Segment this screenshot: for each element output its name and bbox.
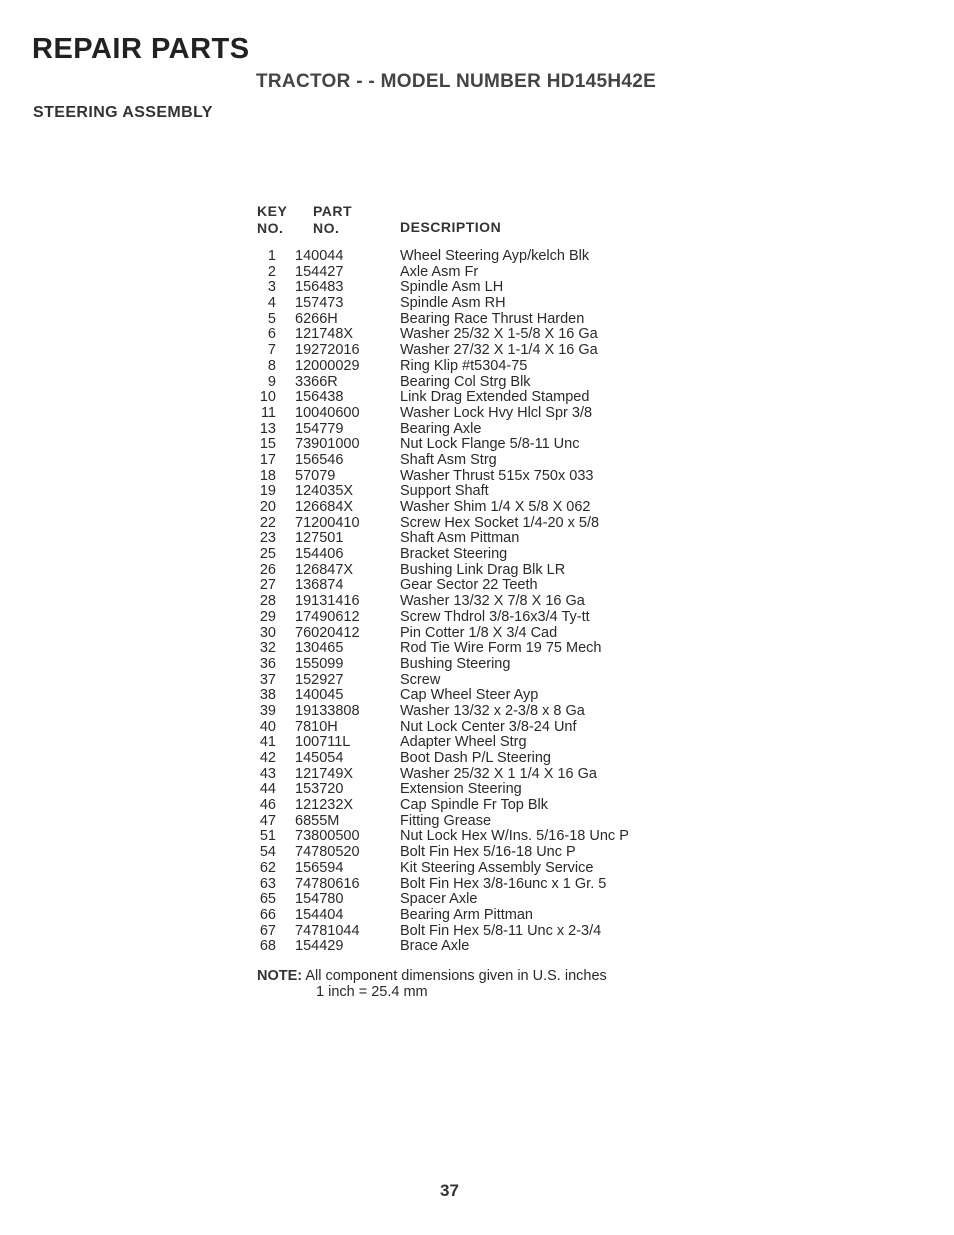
description-cell: Nut Lock Flange 5/8-11 Unc: [400, 436, 580, 453]
table-row: [256, 626, 716, 642]
description-cell: Bolt Fin Hex 5/8-11 Unc x 2-3/4: [400, 922, 602, 939]
description-cell: Washer 13/32 X 7/8 X 16 Ga: [400, 593, 585, 610]
table-row: [256, 500, 716, 516]
key-no-cell: 8: [267, 357, 276, 374]
description-cell: Shaft Asm Pittman: [400, 530, 520, 547]
description-cell: Spindle Asm LH: [400, 279, 504, 296]
table-row: [256, 516, 716, 532]
part-no-cell: 136874: [295, 577, 344, 594]
table-row: [256, 390, 716, 406]
key-no-cell: 6: [267, 326, 276, 343]
key-header-line2: NO.: [257, 220, 284, 236]
table-row: [256, 688, 716, 704]
description-column-header: DESCRIPTION: [400, 219, 502, 235]
table-row: [256, 578, 716, 594]
description-cell: Axle Asm Fr: [400, 263, 479, 280]
key-no-cell: 15: [259, 436, 276, 453]
key-no-cell: 10: [259, 389, 276, 406]
table-row: [256, 406, 716, 422]
key-no-cell: 30: [259, 624, 276, 641]
description-cell: Cap Wheel Steer Ayp: [400, 687, 539, 704]
part-no-cell: 153720: [295, 781, 344, 798]
key-no-cell: 26: [259, 561, 276, 578]
description-cell: Washer Thrust 515x 750x 033: [400, 467, 594, 484]
table-row: [256, 484, 716, 500]
description-cell: Nut Lock Hex W/Ins. 5/16-18 Unc P: [400, 828, 629, 845]
part-no-cell: 156438: [295, 389, 344, 406]
description-cell: Gear Sector 22 Teeth: [400, 577, 538, 594]
key-no-cell: 63: [259, 875, 276, 892]
part-no-cell: 127501: [295, 530, 344, 547]
part-no-cell: 6266H: [295, 310, 338, 327]
key-no-cell: 41: [259, 734, 276, 751]
table-row: [256, 782, 716, 798]
part-no-cell: 74780520: [295, 844, 360, 861]
key-no-cell: 5: [267, 310, 276, 327]
part-no-cell: 154779: [295, 420, 344, 437]
description-cell: Extension Steering: [400, 781, 522, 798]
key-no-column-header: [257, 203, 287, 237]
description-cell: Bushing Link Drag Blk LR: [400, 561, 566, 578]
key-no-cell: 67: [259, 922, 276, 939]
description-cell: Adapter Wheel Strg: [400, 734, 527, 751]
table-row: [256, 735, 716, 751]
part-no-cell: 154780: [295, 891, 344, 908]
key-no-cell: 20: [259, 499, 276, 515]
description-cell: Bolt Fin Hex 3/8-16unc x 1 Gr. 5: [400, 875, 607, 892]
table-row: [256, 547, 716, 563]
table-row: [256, 469, 716, 485]
description-cell: Bearing Arm Pittman: [400, 906, 533, 923]
part-no-cell: 6855M: [295, 812, 340, 829]
table-row: [256, 563, 716, 579]
key-no-cell: 19: [259, 483, 276, 500]
part-no-cell: 124035X: [295, 483, 354, 500]
table-row: [256, 249, 716, 265]
table-row: [256, 422, 716, 438]
description-cell: Bushing Steering: [400, 655, 511, 672]
key-no-cell: 11: [260, 404, 276, 421]
part-no-cell: 154404: [295, 906, 344, 923]
description-cell: Screw Hex Socket 1/4-20 x 5/8: [400, 514, 600, 531]
table-row: [256, 610, 716, 626]
description-cell: Washer Shim 1/4 X 5/8 X 062: [400, 499, 591, 515]
key-no-cell: 44: [259, 781, 276, 798]
part-no-cell: 154427: [295, 263, 344, 280]
description-cell: Kit Steering Assembly Service: [400, 859, 594, 876]
description-cell: Cap Spindle Fr Top Blk: [400, 797, 549, 814]
table-row: [256, 280, 716, 296]
table-row: [256, 892, 716, 908]
table-row: [256, 312, 716, 328]
table-row: [256, 265, 716, 281]
key-no-cell: 23: [259, 530, 276, 547]
key-no-cell: 28: [259, 593, 276, 610]
part-no-cell: 156594: [295, 859, 344, 876]
note-label: NOTE:: [257, 968, 303, 984]
key-no-cell: 13: [259, 420, 276, 437]
key-no-cell: 37: [259, 671, 276, 688]
part-no-cell: 57079: [295, 467, 336, 484]
key-no-cell: 47: [259, 812, 276, 829]
part-no-cell: 152927: [295, 671, 344, 688]
key-no-cell: 38: [259, 687, 276, 704]
table-row: [256, 877, 716, 893]
key-no-cell: 39: [259, 702, 276, 719]
part-no-cell: 19272016: [295, 342, 360, 359]
part-no-cell: 140044: [295, 248, 344, 264]
description-cell: Washer 25/32 X 1 1/4 X 16 Ga: [400, 765, 597, 782]
table-row: [256, 657, 716, 673]
part-header-line1: PART: [313, 203, 353, 219]
key-no-cell: 36: [259, 655, 276, 672]
table-row: [256, 531, 716, 547]
key-no-cell: 2: [267, 263, 276, 280]
part-no-cell: 157473: [295, 295, 344, 312]
key-no-cell: 42: [259, 750, 276, 766]
part-no-cell: 3366R: [295, 373, 338, 390]
key-no-cell: 29: [259, 608, 276, 625]
key-no-cell: 40: [259, 718, 276, 735]
description-cell: Nut Lock Center 3/8-24 Unf: [400, 718, 577, 735]
part-no-cell: 156483: [295, 279, 344, 296]
part-no-cell: 100711L: [295, 734, 351, 751]
part-no-cell: 155099: [295, 655, 344, 672]
part-no-cell: 121748X: [295, 326, 354, 343]
dimensions-note: [257, 968, 607, 1000]
description-cell: Screw Thdrol 3/8-16x3/4 Ty-tt: [400, 608, 590, 625]
table-row: [256, 845, 716, 861]
description-cell: Bolt Fin Hex 5/16-18 Unc P: [400, 844, 576, 861]
key-no-cell: 54: [259, 844, 276, 861]
table-row: [256, 908, 716, 924]
table-row: [256, 453, 716, 469]
table-row: [256, 296, 716, 312]
part-no-cell: 19133808: [295, 702, 360, 719]
key-no-cell: 46: [259, 797, 276, 814]
section-heading: STEERING ASSEMBLY: [33, 104, 213, 121]
table-row: [256, 939, 716, 955]
part-no-cell: 140045: [295, 687, 344, 704]
description-cell: Bracket Steering: [400, 546, 508, 563]
key-header-line1: KEY: [257, 203, 288, 219]
part-no-cell: 73901000: [295, 436, 360, 453]
parts-list: [256, 249, 716, 955]
table-row: [256, 704, 716, 720]
description-cell: Boot Dash P/L Steering: [400, 750, 551, 766]
table-row: [256, 924, 716, 940]
key-no-cell: 7: [267, 342, 276, 359]
description-cell: Washer Lock Hvy Hlcl Spr 3/8: [400, 404, 593, 421]
table-row: [256, 327, 716, 343]
description-cell: Bearing Axle: [400, 420, 482, 437]
key-no-cell: 17: [259, 451, 276, 468]
key-no-cell: 43: [259, 765, 276, 782]
part-no-cell: 130465: [295, 640, 344, 657]
part-no-cell: 74780616: [295, 875, 360, 892]
description-cell: Brace Axle: [400, 938, 470, 955]
table-row: [256, 594, 716, 610]
description-cell: Ring Klip #t5304-75: [400, 357, 528, 374]
description-cell: Spacer Axle: [400, 891, 478, 908]
description-cell: Bearing Race Thrust Harden: [400, 310, 585, 327]
key-no-cell: 1: [267, 248, 276, 264]
part-no-column-header: [313, 203, 352, 237]
note-text: All component dimensions given in U.S. inches: [305, 968, 607, 984]
table-row: [256, 437, 716, 453]
key-no-cell: 25: [259, 546, 276, 563]
part-no-cell: 76020412: [295, 624, 360, 641]
key-no-cell: 68: [259, 938, 276, 955]
description-cell: Spindle Asm RH: [400, 295, 506, 312]
page-number: 37: [440, 1181, 459, 1200]
key-no-cell: 3: [267, 279, 276, 296]
table-row: [256, 751, 716, 767]
description-cell: Washer 27/32 X 1-1/4 X 16 Ga: [400, 342, 598, 359]
part-no-cell: 73800500: [295, 828, 360, 845]
table-row: [256, 673, 716, 689]
key-no-cell: 66: [259, 906, 276, 923]
part-no-cell: 126684X: [295, 499, 354, 515]
description-cell: Fitting Grease: [400, 812, 492, 829]
part-no-cell: 7810H: [295, 718, 338, 735]
key-no-cell: 27: [259, 577, 276, 594]
key-no-cell: 51: [259, 828, 276, 845]
table-row: [256, 861, 716, 877]
key-no-cell: 32: [259, 640, 276, 657]
part-no-cell: 17490612: [295, 608, 360, 625]
key-no-cell: 62: [259, 859, 276, 876]
table-row: [256, 814, 716, 830]
part-no-cell: 19131416: [295, 593, 360, 610]
model-subtitle: TRACTOR - - MODEL NUMBER HD145H42E: [256, 71, 657, 92]
description-cell: Rod Tie Wire Form 19 75 Mech: [400, 640, 602, 657]
part-no-cell: 121749X: [295, 765, 354, 782]
part-no-cell: 10040600: [295, 404, 360, 421]
key-no-cell: 9: [267, 373, 276, 390]
table-row: [256, 720, 716, 736]
description-cell: Pin Cotter 1/8 X 3/4 Cad: [400, 624, 558, 641]
description-cell: Link Drag Extended Stamped: [400, 389, 590, 406]
description-cell: Screw: [400, 671, 441, 688]
part-no-cell: 121232X: [295, 797, 354, 814]
description-cell: Bearing Col Strg Blk: [400, 373, 531, 390]
table-row: [256, 375, 716, 391]
table-row: [256, 359, 716, 375]
key-no-cell: 18: [259, 467, 276, 484]
description-cell: Washer 25/32 X 1-5/8 X 16 Ga: [400, 326, 598, 343]
description-cell: Support Shaft: [400, 483, 489, 500]
page-title: REPAIR PARTS: [32, 33, 250, 65]
description-cell: Washer 13/32 x 2-3/8 x 8 Ga: [400, 702, 585, 719]
table-row: [256, 641, 716, 657]
part-no-cell: 156546: [295, 451, 344, 468]
part-header-line2: NO.: [313, 220, 340, 236]
part-no-cell: 145054: [295, 750, 344, 766]
key-no-cell: 22: [259, 514, 276, 531]
table-row: [256, 343, 716, 359]
part-no-cell: 154429: [295, 938, 344, 955]
description-cell: Shaft Asm Strg: [400, 451, 497, 468]
note-conversion: 1 inch = 25.4 mm: [316, 984, 428, 1000]
description-cell: Wheel Steering Ayp/kelch Blk: [400, 248, 590, 264]
key-no-cell: 4: [267, 295, 276, 312]
part-no-cell: 74781044: [295, 922, 360, 939]
table-row: [256, 829, 716, 845]
table-row: [256, 767, 716, 783]
part-no-cell: 154406: [295, 546, 344, 563]
part-no-cell: 126847X: [295, 561, 354, 578]
part-no-cell: 71200410: [295, 514, 360, 531]
table-row: [256, 798, 716, 814]
key-no-cell: 65: [259, 891, 276, 908]
part-no-cell: 12000029: [295, 357, 360, 374]
